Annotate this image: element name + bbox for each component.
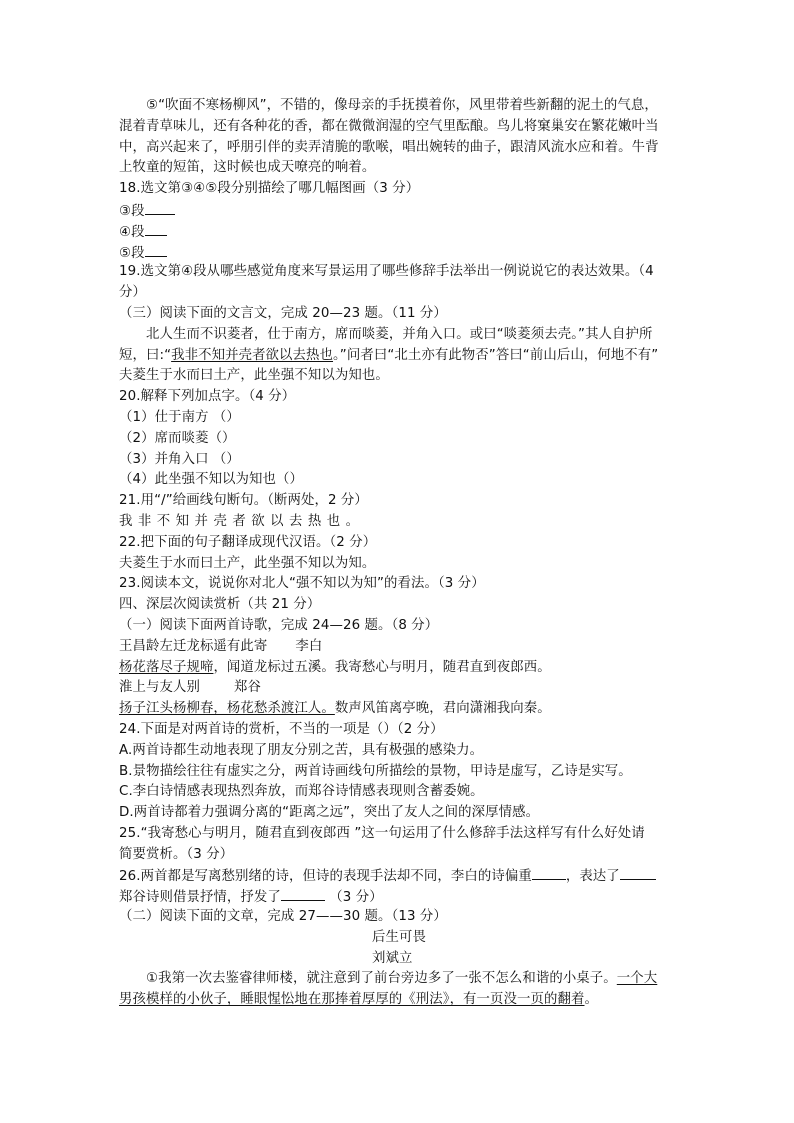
q18-answer-3 bbox=[119, 200, 675, 221]
para5-line3: 中，高兴起来了，呼朋引伴的卖弄清脆的歌喉，唱出婉转的曲子，跟清风流水应和着。牛背 bbox=[119, 139, 659, 155]
para5-line2: 混着青草味儿，还有各种花的香，都在微微润湿的空气里酝酿。鸟儿将窠巢安在繁花嫩叶当 bbox=[119, 118, 659, 134]
document-page bbox=[119, 96, 675, 1011]
para5-line4: 上牧童的短笛，这时候也成天嘹亮的响着。 bbox=[119, 160, 376, 176]
q26-blank-1[interactable] bbox=[532, 865, 566, 880]
classical-text-line2-post: 。”问者曰“北土亦有此物否”答曰“前山后山，何地不有” bbox=[333, 347, 659, 363]
article-author: 刘斌立 bbox=[372, 950, 413, 966]
q18-blank-5[interactable] bbox=[145, 242, 167, 257]
section2-heading: （二）阅读下面的文章，完成 27——30 题。（13 分） bbox=[119, 909, 447, 925]
poem1-heading bbox=[119, 637, 675, 658]
poem1-underlined: 杨花落尽子规啼 bbox=[119, 659, 214, 675]
poem2-underlined: 扬子江头杨柳春，杨花愁杀渡江人。 bbox=[119, 701, 335, 717]
q18-label-3: ③段 bbox=[119, 203, 145, 219]
article-title: 后生可畏 bbox=[372, 929, 426, 945]
poem2-author: 郑谷 bbox=[233, 680, 261, 696]
q20-item2: （2）席而啖菱（） bbox=[119, 430, 236, 446]
q26-blank-3[interactable] bbox=[281, 886, 325, 901]
poem1-title: 王昌龄左迁龙标遥有此寄 bbox=[119, 638, 268, 654]
q20-item3: （3）并角入口 （） bbox=[119, 451, 240, 467]
part4-heading: 四、深层次阅读赏析（共 21 分） bbox=[119, 597, 321, 613]
poem1-rest: ，闻道龙标过五溪。我寄愁心与明月，随君直到夜郎西。 bbox=[213, 659, 551, 675]
q25-line1: 25.“我寄愁心与明月，随君直到夜郎西 ”这一句运用了什么修辞手法这样写有什么好处请 bbox=[119, 825, 645, 841]
poem2-text bbox=[119, 699, 675, 720]
poem1-author: 李白 bbox=[295, 638, 323, 654]
q18-blank-4[interactable] bbox=[145, 221, 167, 236]
q18-label-4: ④段 bbox=[119, 224, 145, 240]
q19-line2: 分） bbox=[119, 285, 146, 301]
poem2-rest: 数声风笛离亭晚，君向潇湘我向秦。 bbox=[334, 701, 551, 717]
classical-text-line1: 北人生而不识菱者，仕于南方，席而啖菱，并角入口。或曰“啖菱须去壳。”其人自护所 bbox=[146, 326, 653, 342]
article-p1-line2-end: 。 bbox=[584, 992, 598, 1008]
q18-label-5: ⑤段 bbox=[119, 245, 145, 261]
q18-stem: 18.选文第③④⑤段分别描绘了哪几幅图画（3 分） bbox=[119, 181, 420, 197]
q26-line2 bbox=[119, 886, 675, 907]
article-p1-text: ①我第一次去鉴睿律师楼，就注意到了前台旁边多了一张不怎么和谐的小桌子。 bbox=[146, 971, 617, 987]
q24-option-a: A.两首诗都生动地表现了朋友分别之苦，具有极强的感染力。 bbox=[119, 742, 484, 758]
article-p1-line1 bbox=[119, 969, 675, 990]
q22-text: 夫菱生于水而曰土产，此坐强不知以为知。 bbox=[119, 555, 376, 571]
q24-stem: 24.下面是对两首诗的赏析，不当的一项是（）（2 分） bbox=[119, 721, 444, 737]
classical-underlined-sentence: 我非不知并壳者欲以去热也 bbox=[171, 347, 334, 363]
para5-line1: ⑤“吹面不寒杨柳风”，不错的，像母亲的手抚摸着你，风里带着些新翻的泥土的气息， bbox=[146, 98, 658, 113]
article-p1-underlined: 一个大 bbox=[616, 971, 658, 987]
q23-stem: 23.阅读本文，说说你对北人“强不知以为知”的看法。（3 分） bbox=[119, 576, 485, 592]
q18-blank-3[interactable] bbox=[145, 200, 175, 215]
poem2-heading bbox=[119, 678, 675, 699]
q26-line1 bbox=[119, 865, 675, 886]
q26-line2-b: （3 分） bbox=[329, 890, 383, 906]
q21-stem: 21.用“/”给画线句断句。（断两处，2 分） bbox=[119, 493, 368, 509]
article-p1-underlined-cont: 男孩模样的小伙子，睡眼惺忪地在那捧着厚厚的《刑法》，有一页没一页的翻着 bbox=[119, 992, 585, 1008]
q24-option-b: B.景物描绘往往有虚实之分，两首诗画线句所描绘的景物，甲诗是虚写，乙诗是实写。 bbox=[119, 763, 632, 779]
q18-answer-4 bbox=[119, 221, 675, 242]
q19-line1: 19.选文第④段从哪些感觉角度来写景运用了哪些修辞手法举出一例说说它的表达效果。（4 bbox=[119, 264, 654, 280]
q22-stem: 22.把下面的句子翻译成现代汉语。（2 分） bbox=[119, 534, 377, 550]
q20-item4: （4）此坐强不知以为知也（） bbox=[119, 472, 303, 488]
q25-line2: 简要赏析。（3 分） bbox=[119, 846, 234, 862]
classical-text-line3: 夫菱生于水而曰土产，此坐强不知以为知也。 bbox=[119, 368, 389, 384]
q26-line1-a: 26.两首都是写离愁别绪的诗，但诗的表现手法却不同，李白的诗偏重 bbox=[119, 869, 532, 885]
poem1-text bbox=[119, 658, 675, 679]
article-p1-line2 bbox=[119, 990, 675, 1011]
part4-sub1-heading: （一）阅读下面两首诗歌，完成 24—26 题。（8 分） bbox=[119, 617, 439, 633]
classical-text-line2-pre: 短，曰:“ bbox=[119, 347, 172, 363]
q18-answer-5 bbox=[119, 242, 675, 263]
q26-blank-2[interactable] bbox=[620, 865, 656, 880]
q24-option-d: D.两首诗都着力强调分离的“距离之远”，突出了友人之间的深厚情感。 bbox=[119, 805, 540, 821]
classical-text-line2 bbox=[119, 346, 675, 367]
q20-item1: （1）仕于南方 （） bbox=[119, 409, 240, 425]
section3-heading: （三）阅读下面的文言文，完成 20—23 题。（11 分） bbox=[119, 305, 447, 321]
q24-option-c: C.李白诗情感表现热烈奔放，而郑谷诗情感表现则含蓄委婉。 bbox=[119, 784, 484, 800]
q20-stem: 20.解释下列加点字。（4 分） bbox=[119, 389, 296, 405]
q26-line2-a: 郑谷诗则借景抒情，抒发了 bbox=[119, 890, 281, 906]
q26-line1-b: ，表达了 bbox=[565, 869, 620, 885]
q21-text: 我非不知并壳者欲以去热也。 bbox=[119, 513, 365, 529]
poem2-title: 淮上与友人别 bbox=[119, 680, 200, 696]
